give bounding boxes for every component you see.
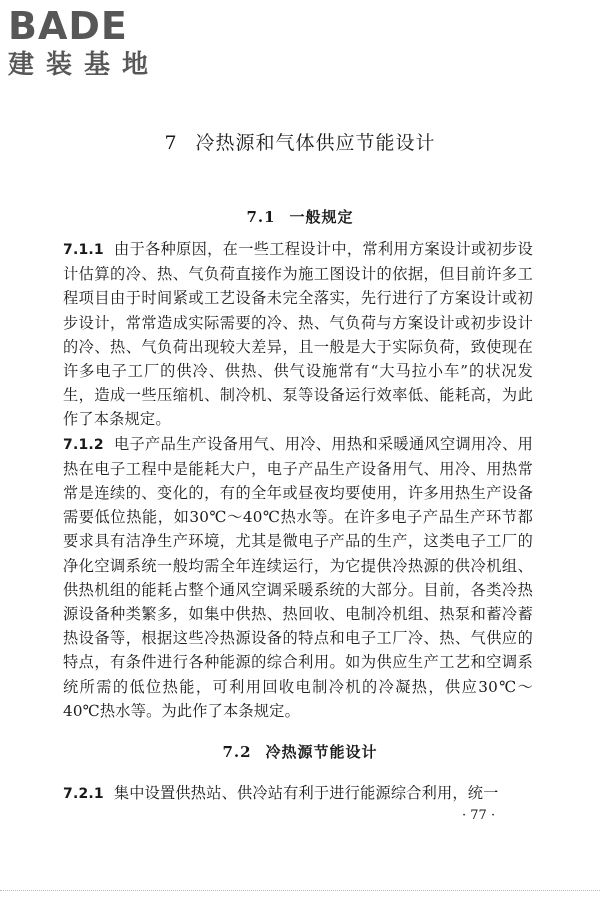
logo-subtitle: 建装基地 <box>8 50 161 80</box>
section-title-7-1 <box>0 206 600 227</box>
section-number: 7.2 <box>222 743 252 761</box>
chapter-number: 7 <box>164 132 178 154</box>
section-7-1-body <box>63 237 533 723</box>
section-title-text: 一般规定 <box>289 208 354 226</box>
page-number: · 77 · <box>462 808 496 823</box>
clause-text: 由于各种原因，在一些工程设计中，常利用方案设计或初步设计估算的冷、热、气负荷直接作为施工图设计的依据，但目前许多工程项目由于时间紧或工艺设备未完全落实，先行进行了方案设计或初步设计，常常造成实际需要的冷、热、气负荷与方案设计或初步设计的冷、热、气负荷出现较大差异，且一般是大于实际负荷，致使现在许多电子工厂的供冷、供热、供气设施常有“大马拉小车”的状况发生，造成一些压缩机、制冷机、泵等设备运行效率低、能耗高，为此作了本条规定。 <box>63 240 533 429</box>
section-number: 7.1 <box>246 208 276 226</box>
clause-text: 电子产品生产设备用气、用冷、用热和采暖通风空调用冷、用热在电子工程中是能耗大户，电子产品生产设备用气、用冷、用热常常是连续的、变化的，有的全年或昼夜均要使用，许多用热生产设备需要低位热能，如30℃～40℃热水等。在许多电子产品生产环节都要求具有洁净生产环境，尤其是微电子产品的生产，这类电子工厂的净化空调系统一般均需全年连续运行，为它提供冷热源的供冷机组、供热机组的能耗占整个通风空调采暖系统的大部分。目前，各类冷热源设备种类繁多，如集中供热、热回收、电制冷机组、热泵和蓄冷蓄热设备等，根据这些冷热源设备的特点和电子工厂冷、热、气供应的特点，有条件进行各种能源的综合利用。如为供应生产工艺和空调系统所需的低位热能，可利用回收电制冷机的冷凝热，供应30℃～40℃热水等。为此作了本条规定。 <box>63 434 533 720</box>
clause-7-1-1 <box>63 237 533 432</box>
clause-7-1-2 <box>63 432 533 723</box>
chapter-title-text: 冷热源和气体供应节能设计 <box>195 132 436 154</box>
section-7-2-body <box>63 781 533 806</box>
bottom-divider <box>0 890 600 892</box>
clause-number: 7.1.1 <box>63 242 104 258</box>
clause-number: 7.1.2 <box>63 436 104 453</box>
section-title-7-2 <box>0 741 600 762</box>
logo-wordmark: BADE <box>8 4 128 48</box>
bade-logo <box>8 6 176 80</box>
clause-number: 7.2.1 <box>63 786 104 802</box>
section-title-text: 冷热源节能设计 <box>265 743 378 761</box>
clause-7-2-1 <box>63 781 533 806</box>
chapter-title <box>0 128 600 155</box>
clause-text: 集中设置供热站、供冷站有利于进行能源综合利用，统一 <box>113 784 499 802</box>
